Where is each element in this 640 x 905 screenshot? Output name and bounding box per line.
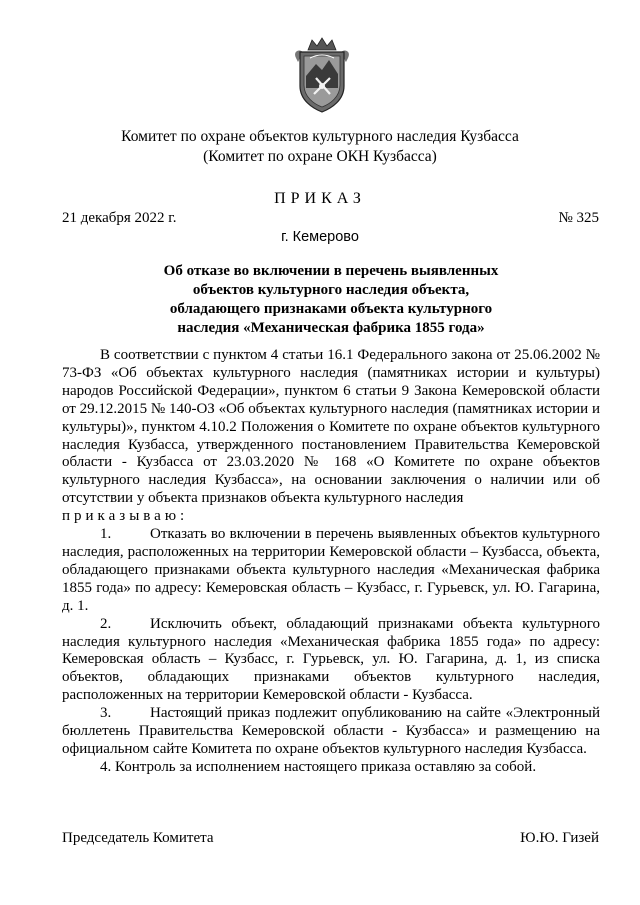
document-title: ПРИКАЗ <box>274 190 366 207</box>
signatory-position: Председатель Комитета <box>62 830 214 846</box>
order-body <box>62 347 600 777</box>
order-item-2 <box>62 616 600 706</box>
preamble-paragraph: В соответствии с пунктом 4 статьи 16.1 Федерального закона от 25.06.2002 № 73-ФЗ «Об объектах культурного наследия (памятниках истории и культуры) народов Российской Федерации», пунктом 6 статьи 9 Закона Кемеровской области от 29.12.2015 № 140-ОЗ «Об объектах культурного наследия (памятниках истории и культуры)», пунктом 4.10.2 Положения о Комитете по охране объектов культурного наследия Кузбасса, утвержденного постановлением Правительства Кемеровской области - Кузбасса от 23.03.2020 № 168 «О Комитете по охране объектов культурного наследия Кузбасса», на основании заключения о наличии или об отсутствии у объекта признаков объекта культурного наследия <box>62 347 600 507</box>
subject-line: объектов культурного наследия объекта, <box>192 282 470 298</box>
item-text: Исключить объект, обладающий признаками объекта культурного наследия культурного наследия «Механическая фабрика 1855 года» по адресу: Кемеровская область – Кузбасс, г. Гурьевск, ул. Ю. Гагарина, д. 1, из списка объектов, обладающих признаками объектов культурного наследия, расположенных на территории Кемеровской области - Кузбасса. <box>62 615 600 704</box>
organization-name: Комитет по охране объектов культурного наследия Кузбасса <box>121 128 519 145</box>
signatory-name: Ю.Ю. Гизей <box>520 830 599 846</box>
subject-line: обладающего признаками объекта культурного <box>169 301 493 317</box>
decree-word: приказываю: <box>62 508 189 525</box>
order-number: № 325 <box>558 210 599 226</box>
order-subject <box>150 262 512 338</box>
item-text: Настоящий приказ подлежит опубликованию на сайте «Электронный бюллетень Правительства Кемеровской области - Кузбасса» и размещению на официальном сайте Комитета по охране объектов культурного наследия Кузбасса. <box>62 705 600 757</box>
order-city: г. Кемерово <box>281 229 359 245</box>
order-item-4: 4. Контроль за исполнением настоящего приказа оставляю за собой. <box>100 758 537 775</box>
coat-of-arms-emblem <box>286 36 358 116</box>
order-item-1 <box>62 526 600 616</box>
item-number: 2. <box>100 615 112 632</box>
subject-line: наследия «Механическая фабрика 1855 года» <box>177 320 485 336</box>
organization-short-name: (Комитет по охране ОКН Кузбасса) <box>203 148 437 165</box>
order-date: 21 декабря 2022 г. <box>62 210 177 226</box>
item-number: 3. <box>100 705 112 722</box>
item-text: Отказать во включении в перечень выявленных объектов культурного наследия, расположенных на территории Кемеровской области – Кузбасса, объекта, обладающего признаками объекта культурного наследия «Механическая фабрика 1855 года» по адресу: Кемеровская область – Кузбасс, г. Гурьевск, ул. Ю. Гагарина, д. 1. <box>62 526 600 614</box>
subject-line: Об отказе во включении в перечень выявленных <box>163 263 499 279</box>
order-item-3 <box>62 705 600 759</box>
item-number: 1. <box>100 526 112 543</box>
